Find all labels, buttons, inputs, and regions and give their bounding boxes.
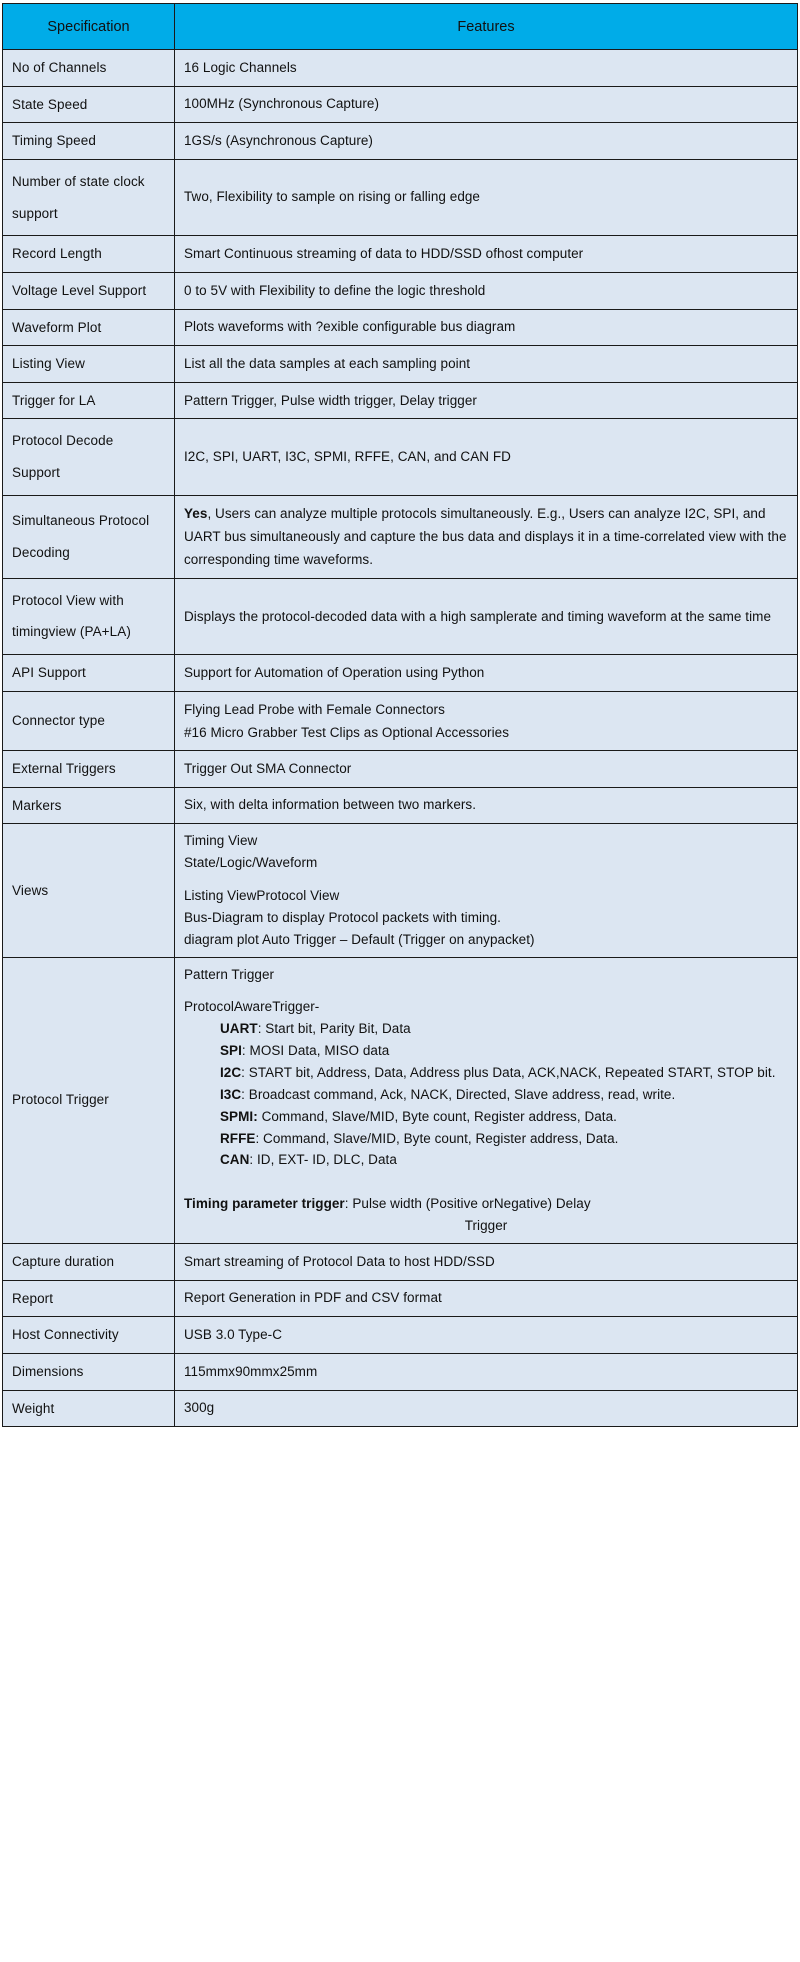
protocol-trigger-line-1: Pattern Trigger <box>184 966 275 982</box>
feature-line: Report Generation in PDF and CSV format <box>184 1290 442 1306</box>
feature-line: 0 to 5V with Flexibility to define the logic threshold <box>184 282 486 298</box>
protocol-trigger-line-2: ProtocolAwareTrigger- <box>184 999 320 1015</box>
table-row <box>3 787 798 824</box>
spec-label: No of Channels <box>3 50 175 87</box>
feature-line: Flying Lead Probe with Female Connectors <box>184 701 445 717</box>
feature-line: Bus-Diagram to display Protocol packets with timing. <box>184 909 501 925</box>
protocol-item-i3c <box>184 1084 788 1106</box>
feature-line: 1GS/s (Asynchronous Capture) <box>184 132 373 148</box>
table-row <box>3 1317 798 1354</box>
spec-label: Connector type <box>3 691 175 750</box>
protocol-value: : START bit, Address, Data, Address plus Data, ACK,NACK, Repeated START, STOP bit. <box>241 1065 776 1081</box>
spec-label: Simultaneous Protocol Decoding <box>3 495 175 578</box>
feature-value <box>175 123 798 160</box>
table-row <box>3 751 798 788</box>
feature-line: Six, with delta information between two markers. <box>184 797 477 813</box>
spec-label: Protocol Trigger <box>3 957 175 1243</box>
spec-label: External Triggers <box>3 751 175 788</box>
spec-label: Dimensions <box>3 1353 175 1390</box>
specification-table <box>2 3 798 1427</box>
protocol-item-spmi <box>184 1106 788 1128</box>
spec-label: Waveform Plot <box>3 309 175 346</box>
table-row <box>3 654 798 691</box>
feature-value <box>175 654 798 691</box>
table-row <box>3 1353 798 1390</box>
feature-value <box>175 1317 798 1354</box>
timing-parameter-trigger-line <box>184 1193 788 1215</box>
table-header-row <box>3 4 798 50</box>
feature-value <box>175 419 798 495</box>
spec-label: Capture duration <box>3 1244 175 1281</box>
feature-spacer <box>184 1171 788 1182</box>
table-row-protocol-trigger <box>3 957 798 1243</box>
spec-label: Host Connectivity <box>3 1317 175 1354</box>
feature-line: USB 3.0 Type-C <box>184 1326 282 1342</box>
table-row <box>3 272 798 309</box>
feature-line: Pattern Trigger, Pulse width trigger, Delay trigger <box>184 392 477 408</box>
protocol-value: : Command, Slave/MID, Byte count, Register address, Data. <box>255 1130 619 1146</box>
protocol-name: UART <box>220 1021 258 1037</box>
timing-parameter-value: : Pulse width (Positive orNegative) Delay <box>344 1196 591 1212</box>
feature-line: 100MHz (Synchronous Capture) <box>184 96 379 112</box>
table-row <box>3 236 798 273</box>
feature-line: List all the data samples at each sampling point <box>184 355 471 371</box>
feature-line: Listing ViewProtocol View <box>184 888 340 903</box>
feature-paragraph <box>184 502 788 572</box>
protocol-name: SPMI: <box>220 1108 258 1124</box>
feature-line: I2C, SPI, UART, I3C, SPMI, RFFE, CAN, and CAN FD <box>184 449 511 465</box>
feature-emphasis: Yes <box>184 505 208 521</box>
table-row <box>3 123 798 160</box>
feature-line: Plots waveforms with ?exible configurable bus diagram <box>184 319 516 335</box>
feature-value <box>175 1390 798 1427</box>
feature-spacer <box>184 1182 788 1193</box>
feature-line: Trigger Out SMA Connector <box>184 760 352 776</box>
feature-line: Smart streaming of Protocol Data to host HDD/SSD <box>184 1253 495 1269</box>
feature-line: 300g <box>184 1400 215 1416</box>
protocol-name: CAN <box>220 1152 250 1168</box>
feature-line: 115mmx90mmx25mm <box>184 1363 318 1379</box>
spec-label: Timing Speed <box>3 123 175 160</box>
table-row <box>3 382 798 419</box>
feature-spacer <box>184 985 788 996</box>
spec-label: Trigger for LA <box>3 382 175 419</box>
feature-value <box>175 86 798 123</box>
feature-value <box>175 691 798 750</box>
protocol-item-uart <box>184 1018 788 1040</box>
spec-label: Markers <box>3 787 175 824</box>
feature-value <box>175 787 798 824</box>
feature-line: Displays the protocol-decoded data with a high samplerate and timing waveform at the same time <box>184 608 771 624</box>
feature-line: Two, Flexibility to sample on rising or falling edge <box>184 189 480 205</box>
table-row <box>3 419 798 495</box>
feature-value <box>175 236 798 273</box>
protocol-item-can <box>184 1149 788 1171</box>
feature-line: State/Logic/Waveform <box>184 855 318 871</box>
feature-spacer <box>184 874 788 885</box>
table-row <box>3 1244 798 1281</box>
table-row <box>3 159 798 235</box>
feature-value <box>175 309 798 346</box>
table-row <box>3 309 798 346</box>
protocol-value: : Start bit, Parity Bit, Data <box>257 1021 411 1037</box>
table-row <box>3 50 798 87</box>
protocol-name: SPI <box>220 1043 242 1059</box>
table-header <box>3 4 798 50</box>
feature-value <box>175 1244 798 1281</box>
protocol-item-rffe <box>184 1128 788 1150</box>
table-body <box>3 50 798 1427</box>
protocol-name: RFFE <box>220 1130 256 1146</box>
spec-label: Views <box>3 824 175 957</box>
spec-label: Weight <box>3 1390 175 1427</box>
spec-label: Report <box>3 1280 175 1317</box>
spec-label: State Speed <box>3 86 175 123</box>
feature-value <box>175 382 798 419</box>
feature-value-protocol-trigger <box>175 957 798 1243</box>
column-header-specification: Specification <box>3 4 175 50</box>
timing-parameter-label: Timing parameter trigger <box>184 1196 345 1212</box>
feature-value <box>175 50 798 87</box>
column-header-features: Features <box>175 4 798 50</box>
spec-label: API Support <box>3 654 175 691</box>
feature-value <box>175 1353 798 1390</box>
spec-label: Voltage Level Support <box>3 272 175 309</box>
feature-line: 16 Logic Channels <box>184 59 297 75</box>
table-row <box>3 86 798 123</box>
table-row <box>3 578 798 654</box>
feature-value <box>175 346 798 383</box>
feature-body: , Users can analyze multiple protocols simultaneously. E.g., Users can analyze I2C, SPI, and UART bus simultaneously and capture the bus data and displays it in a time-correlated view with the corresponding time waveforms. <box>184 505 787 568</box>
table-row <box>3 824 798 957</box>
feature-value <box>175 272 798 309</box>
spec-label: Listing View <box>3 346 175 383</box>
feature-line: Timing View <box>184 833 258 849</box>
protocol-value: : MOSI Data, MISO data <box>241 1043 390 1059</box>
feature-value <box>175 751 798 788</box>
feature-value <box>175 495 798 578</box>
feature-line: diagram plot Auto Trigger – Default (Trigger on anypacket) <box>184 931 535 947</box>
feature-line: #16 Micro Grabber Test Clips as Optional Accessories <box>184 724 509 740</box>
protocol-name: I3C <box>220 1086 242 1102</box>
spec-label: Protocol Decode Support <box>3 419 175 495</box>
spec-label: Record Length <box>3 236 175 273</box>
feature-value <box>175 578 798 654</box>
table-row <box>3 1390 798 1427</box>
protocol-item-i2c <box>184 1062 788 1084</box>
protocol-value: : ID, EXT- ID, DLC, Data <box>249 1152 397 1168</box>
spec-label: Number of state clock support <box>3 159 175 235</box>
feature-line: Smart Continuous streaming of data to HDD/SSD ofhost computer <box>184 246 584 261</box>
table-row <box>3 495 798 578</box>
protocol-item-spi <box>184 1040 788 1062</box>
protocol-name: I2C <box>220 1065 242 1081</box>
protocol-value: : Broadcast command, Ack, NACK, Directed, Slave address, read, write. <box>241 1086 676 1102</box>
table-row <box>3 1280 798 1317</box>
feature-value <box>175 159 798 235</box>
timing-parameter-trigger-line-2: Trigger <box>464 1218 508 1234</box>
feature-value <box>175 824 798 957</box>
feature-line: Support for Automation of Operation using Python <box>184 664 485 680</box>
spec-label: Protocol View with timingview (PA+LA) <box>3 578 175 654</box>
table-row <box>3 691 798 750</box>
table-row <box>3 346 798 383</box>
feature-value <box>175 1280 798 1317</box>
protocol-value: Command, Slave/MID, Byte count, Register address, Data. <box>257 1108 617 1124</box>
